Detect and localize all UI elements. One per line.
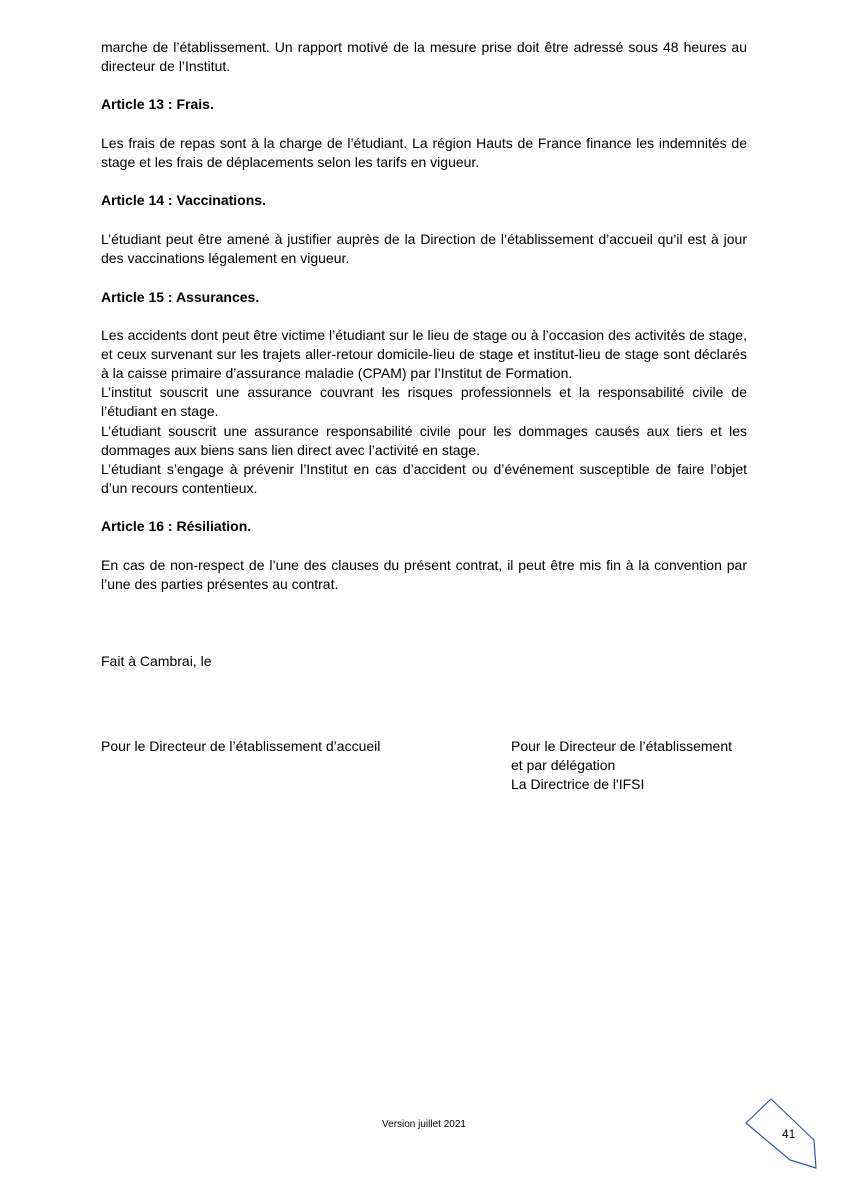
page-number: 41: [782, 1127, 796, 1141]
article-14-heading: Article 14 : Vaccinations.: [101, 192, 266, 208]
article-15-paragraph-1: Les accidents dont peut être victime l’étudiant sur le lieu de stage ou à l’occasion des activités de stage, et ceux survenant sur les trajets aller-retour domicile-lieu de stage et institut-lieu de stage sont déclarés à la caisse primaire d’assurance maladie (CPAM) par l’Institut de Formation.: [101, 327, 747, 381]
signature-left-label: Pour le Directeur de l’établissement d’accueil: [101, 738, 381, 754]
signature-right-block: [511, 737, 732, 794]
article-16-text: En cas de non-respect de l’une des clauses du présent contrat, il peut être mis fin à la convention par l’une des parties présentes au contrat.: [101, 557, 747, 592]
signature-right-line-1: Pour le Directeur de l’établissement: [511, 738, 732, 754]
signature-right-line-2: et par délégation: [511, 757, 616, 773]
signature-right-line-3: La Directrice de l'IFSI: [511, 776, 645, 792]
footer-version: Version juillet 2021: [382, 1119, 466, 1130]
article-15-paragraph-4: L’étudiant s’engage à prévenir l’Institut en cas d’accident ou d’événement susceptible de faire l’objet d’un recours contentieux.: [101, 461, 747, 496]
intro-continuation-paragraph: marche de l’établissement. Un rapport motivé de la mesure prise doit être adressé sous 48 heures au directeur de l’Institut.: [101, 39, 747, 74]
article-13-text: Les frais de repas sont à la charge de l’étudiant. La région Hauts de France finance les indemnités de stage et les frais de déplacements selon les tarifs en vigueur.: [101, 135, 747, 170]
article-15-heading: Article 15 : Assurances.: [101, 289, 260, 305]
article-14-text: L’étudiant peut être amené à justifier auprès de la Direction de l’établissement d’accueil qu’il est à jour des vaccinations légalement en vigueur.: [101, 231, 747, 266]
article-15-paragraph-3: L’étudiant souscrit une assurance responsabilité civile pour les dommages causés aux tiers et les dommages aux biens sans lien direct avec l’activité en stage.: [101, 423, 747, 458]
signed-at-line: Fait à Cambrai, le: [101, 653, 212, 669]
article-13-heading: Article 13 : Frais.: [101, 96, 214, 112]
article-15-paragraph-2: L’institut souscrit une assurance couvrant les risques professionnels et la responsabilité civile de l’étudiant en stage.: [101, 384, 747, 419]
article-16-heading: Article 16 : Résiliation.: [101, 518, 252, 534]
page-badge-shape-icon: [744, 1097, 818, 1171]
page-number-badge: [744, 1097, 818, 1171]
